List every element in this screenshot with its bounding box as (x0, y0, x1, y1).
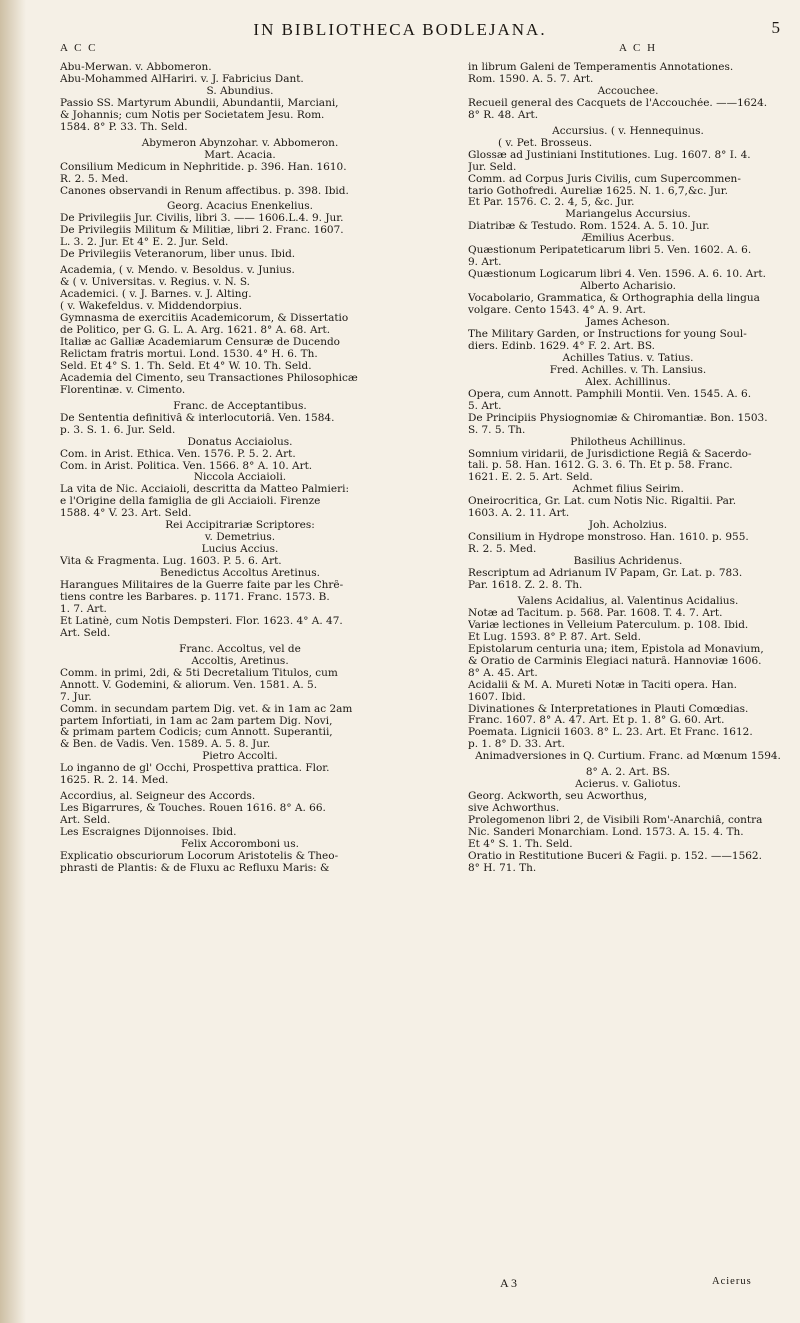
left-column-line: Franc. de Acceptantibus. (173, 400, 307, 412)
right-column-line: Glossæ ad Justiniani Institutiones. Lug. 1607. 8° I. 4. (468, 149, 751, 161)
right-column-line: 1607. Ibid. (468, 691, 526, 703)
left-column-line: tiens contre les Barbares. p. 1171. Franc. 1573. B. (60, 591, 330, 603)
left-column-line: 1584. 8° P. 33. Th. Seld. (60, 121, 188, 133)
right-column-line: Somnium viridarii, de Jurisdictione Regiâ & Sacerdo- (468, 448, 752, 460)
right-column-line: De Principiis Physiognomiæ & Chiromantiæ. Bon. 1503. (468, 412, 768, 424)
right-column-line: p. 1. 8° D. 33. Art. (468, 739, 565, 751)
right-column-line: Prolegomenon libri 2, de Visibili Rom'-Anarchiâ, contra (468, 815, 763, 827)
left-column-line: Academia, ( v. Mendo. v. Besoldus. v. Junius. (60, 265, 295, 277)
left-column-line: Comm. in primi, 2di, & 5ti Decretalium Titulos, cum (60, 667, 338, 679)
right-column-line: Notæ ad Tacitum. p. 568. Par. 1608. T. 4. 7. Art. (468, 607, 723, 619)
right-column-line: Nic. Sanderi Monarchiam. Lond. 1573. A. 15. 4. Th. (468, 827, 744, 839)
page-gutter-shadow (0, 0, 26, 1323)
right-column-line: Acierus. v. Galiotus. (575, 779, 681, 791)
left-column-line: & Ben. de Vadis. Ven. 1589. A. 5. 8. Jur. (60, 739, 271, 751)
right-column-line: S. 7. 5. Th. (468, 424, 526, 436)
left-column-line: La vita de Nic. Acciaioli, descritta da Matteo Palmieri: (60, 484, 350, 496)
right-column-line: Poemata. Lignicii 1603. 8° L. 23. Art. Et Franc. 1612. (468, 727, 753, 739)
left-column-line: R. 2. 5. Med. (60, 173, 129, 185)
left-column-line: S. Abundius. (206, 85, 274, 97)
left-column-line: Lucius Accius. (201, 544, 279, 556)
left-column-line: Les Bigarrures, & Touches. Rouen 1616. 8° A. 66. (60, 803, 326, 815)
left-column-line: De Privilegiis Jur. Civilis, libri 3. —— 1606.L.4. 9. Jur. (60, 213, 344, 225)
right-column-line: Divinationes & Interpretationes in Plauti Comœdias. (468, 703, 749, 715)
right-column-line: Basilius Achridenus. (573, 556, 683, 568)
running-title: IN BIBLIOTHECA BODLEJANA. (253, 20, 547, 39)
left-column-line: Italiæ ac Galliæ Academiarum Censuræ de Ducendo (60, 336, 341, 348)
right-column-line: in librum Galeni de Temperamentis Annotationes. (468, 62, 734, 73)
right-column-line: 8° H. 71. Th. (468, 862, 537, 874)
right-column-line: Georg. Ackworth, seu Acworthus, (468, 791, 648, 803)
catchword: Acierus (712, 1276, 752, 1287)
left-column-line: Pietro Accolti. (202, 751, 278, 763)
right-column-line: Et Par. 1576. C. 2. 4, 5, &c. Jur. (468, 197, 635, 209)
right-column-line: Epistolarum centuria una; item, Epistola ad Monavium, (468, 643, 764, 655)
left-column-line: Et Latinè, cum Notis Dempsteri. Flor. 1623. 4° A. 47. (60, 615, 343, 627)
left-column-line: Comm. in secundam partem Dig. vet. & in 1am ac 2am (60, 703, 353, 715)
right-column-line: Alex. Achillinus. (585, 376, 671, 388)
left-column-line: Art. Seld. (60, 627, 111, 639)
left-column-line: Felix Accoromboni us. (181, 839, 299, 851)
left-column-line: De Privilegiis Veteranorum, liber unus. Ibid. (60, 249, 296, 261)
left-column-line: Rei Accipitrariæ Scriptores: (165, 520, 315, 532)
left-column-line: Relictam fratris mortui. Lond. 1530. 4° H. 6. Th. (60, 348, 318, 360)
left-column-line: Com. in Arist. Ethica. Ven. 1576. P. 5. 2. Art. (60, 448, 296, 460)
right-column-line: Valens Acidalius, al. Valentinus Acidalius. (517, 595, 739, 607)
signature-mark: A 3 (500, 1276, 518, 1290)
right-column-line: 5. Art. (468, 400, 502, 412)
right-column-line: 8° A. 45. Art. (468, 667, 538, 679)
right-column-head: A C H (618, 42, 658, 54)
right-column-line: Acidalii & M. A. Mureti Notæ in Taciti opera. Han. (468, 679, 737, 691)
right-column-line: Diatribæ & Testudo. Rom. 1524. A. 5. 10. Jur. (468, 221, 710, 233)
right-column-line: The Military Garden, or Instructions for young Soul- (468, 328, 747, 340)
left-column-line: partem Infortiati, in 1am ac 2am partem Dig. Novi, (60, 715, 333, 727)
right-column-line: 8° A. 2. Art. BS. (585, 767, 671, 779)
right-column-line: Achmet filius Seirim. (572, 484, 684, 496)
right-column-line: Variæ lectiones in Velleium Paterculum. p. 108. Ibid. (468, 619, 749, 631)
right-column-line: Quæstionum Peripateticarum libri 5. Ven. 1602. A. 6. (468, 245, 752, 257)
left-column-line: Niccola Acciaioli. (193, 472, 287, 484)
right-column-line: Rom. 1590. A. 5. 7. Art. (468, 73, 594, 85)
left-column-line: Academici. ( v. J. Barnes. v. J. Alting. (60, 289, 252, 301)
left-column-line: De Privilegiis Militum & Militiæ, libri 2. Franc. 1607. (60, 225, 344, 237)
right-column-line: Par. 1618. Z. 2. 8. Th. (468, 579, 583, 591)
right-column-line: Oneirocritica, Gr. Lat. cum Notis Nic. Rigaltii. Par. (468, 496, 737, 508)
right-column-line: Accursius. ( v. Hennequinus. (552, 125, 704, 137)
right-column-line: Achilles Tatius. v. Tatius. (562, 352, 694, 364)
right-column-line: volgare. Cento 1543. 4° A. 9. Art. (468, 305, 646, 317)
left-column-line: Florentinæ. v. Cimento. (60, 384, 186, 396)
right-column-line: R. 2. 5. Med. (468, 544, 537, 556)
left-column-head: A C C (60, 42, 98, 54)
left-column-line: 1. 7. Art. (60, 603, 107, 615)
left-column-line: & primam partem Codicis; cum Annott. Superantii, (60, 727, 333, 739)
left-column-line: Donatus Acciaiolus. (187, 436, 293, 448)
left-column-line: Lo inganno de gl' Occhi, Prospettiva prattica. Flor. (60, 763, 330, 775)
right-column-line: Et 4° S. 1. Th. Seld. (468, 839, 573, 850)
left-column-line: & Johannis; cum Notis per Societatem Jesu. Rom. (60, 109, 325, 121)
right-column-line: 9. Art. (468, 257, 502, 269)
left-column-line: v. Demetrius. (204, 532, 276, 544)
left-column (60, 62, 420, 1287)
left-column-line: Gymnasma de exercitiis Academicorum, & Dissertatio (60, 313, 349, 325)
left-column-line: Abu-Merwan. v. Abbomeron. (60, 62, 212, 73)
left-column-line: Harangues Militaires de la Guerre faite par les Chrê- (60, 580, 344, 592)
left-column-line: Vita & Fragmenta. Lug. 1603. P. 5. 6. Art. (60, 556, 282, 568)
left-column-line: Abymeron Abynzohar. v. Abbomeron. (141, 137, 339, 149)
left-column-line: 1625. R. 2. 14. Med. (60, 775, 169, 787)
left-column-line: Mart. Acacia. (204, 149, 276, 161)
right-column-line: tario Gothofredi. Aureliæ 1625. N. 1. 6,7,&c. Jur. (468, 185, 728, 197)
right-column-line: Jur. Seld. (468, 161, 517, 173)
left-column-line: de Politico, per G. G. L. A. Arg. 1621. 8° A. 68. Art. (60, 325, 331, 337)
left-column-line: p. 3. S. 1. 6. Jur. Seld. (60, 424, 176, 436)
right-column-line: Consilium in Hydrope monstroso. Han. 1610. p. 955. (468, 532, 749, 544)
left-column-line: De Sententia definitivâ & interlocutoriâ. Ven. 1584. (60, 412, 335, 424)
left-column-line: Benedictus Accoltus Aretinus. (160, 568, 320, 580)
left-column-line: Explicatio obscuriorum Locorum Aristotelis & Theo- (60, 851, 339, 862)
left-column-line: Academia del Cimento, seu Transactiones Philosophicæ (60, 372, 358, 384)
right-column-line: Oratio in Restitutione Buceri & Fagii. p. 152. ——1562. (468, 850, 762, 862)
left-column-line: Franc. Accoltus, vel de (179, 643, 301, 655)
right-column-line: Franc. 1607. 8° A. 47. Art. Et p. 1. 8° G. 60. Art. (468, 715, 725, 727)
right-column-line: Comm. ad Corpus Juris Civilis, cum Supercommen- (468, 173, 741, 185)
right-column-line: tali. p. 58. Han. 1612. G. 3. 6. Th. Et p. 58. Franc. (468, 460, 733, 472)
left-column-line: 1588. 4° V. 23. Art. Seld. (60, 508, 192, 520)
right-column-line: Vocabolario, Grammatica, & Orthographia della lingua (468, 293, 760, 305)
right-column-line: Recueil general des Cacquets de l'Accouchée. ——1624. (468, 97, 768, 109)
right-column-line: James Acheson. (586, 317, 670, 329)
left-column-line: & ( v. Universitas. v. Regius. v. N. S. (60, 277, 250, 289)
right-column-line: 1603. A. 2. 11. Art. (468, 508, 570, 520)
right-column-line: diers. Edinb. 1629. 4° F. 2. Art. BS. (468, 340, 655, 352)
left-column-line: Seld. Et 4° S. 1. Th. Seld. Et 4° W. 10. Th. Seld. (60, 360, 312, 372)
left-column-line: Les Escraignes Dijonnoises. Ibid. (60, 827, 237, 839)
page-number: 5 (771, 18, 780, 37)
left-column-line: L. 3. 2. Jur. Et 4° E. 2. Jur. Seld. (60, 237, 229, 249)
right-column-line: 1621. E. 2. 5. Art. Seld. (468, 472, 593, 484)
right-column-line: ( v. Pet. Brosseus. (498, 137, 593, 149)
left-column-line: Georg. Acacius Enenkelius. (167, 201, 313, 213)
left-column-line: Accoltis, Aretinus. (191, 655, 289, 667)
right-column-line: Opera, cum Annott. Pamphili Montii. Ven. 1545. A. 6. (468, 388, 752, 400)
left-column-line: Annott. V. Godemini, & aliorum. Ven. 1581. A. 5. (60, 679, 318, 691)
left-column-line: Canones observandi in Renum affectibus. p. 398. Ibid. (60, 185, 349, 197)
left-column-line: phrasti de Plantis: & de Fluxu ac Refluxu Maris: & (60, 862, 330, 874)
left-column-line: e l'Origine della famiglia de gli Acciaioli. Firenze (60, 496, 321, 508)
left-column-line: ( v. Wakefeldus. v. Middendorpius. (60, 301, 243, 313)
right-column-line: Accouchee. (597, 85, 659, 97)
left-column-line: Consilium Medicum in Nephritide. p. 396. Han. 1610. (60, 161, 347, 173)
right-column-line: Alberto Acharisio. (580, 281, 676, 293)
left-column-line: Passio SS. Martyrum Abundii, Abundantii, Marciani, (60, 97, 339, 109)
right-column-line: Fred. Achilles. v. Th. Lansius. (549, 364, 707, 376)
left-column-line: Abu-Mohammed AlHariri. v. J. Fabricius Dant. (60, 73, 304, 85)
right-column-line: 8° R. 48. Art. (468, 109, 539, 121)
right-column-line: Joh. Acholzius. (588, 520, 668, 532)
right-column-line: Et Lug. 1593. 8° P. 87. Art. Seld. (468, 631, 641, 643)
right-column (468, 62, 788, 1287)
right-column-line: Æmilius Acerbus. (581, 233, 675, 245)
right-column-line: Rescriptum ad Adrianum IV Papam, Gr. Lat. p. 783. (468, 568, 743, 580)
left-column-line: Art. Seld. (60, 815, 111, 827)
right-column-line: Quæstionum Logicarum libri 4. Ven. 1596. A. 6. 10. Art. (468, 269, 766, 281)
right-column-line: Animadversiones in Q. Curtium. Franc. ad Mœnum 1594. (475, 751, 781, 763)
right-column-line: Philotheus Achillinus. (570, 436, 686, 448)
right-column-line: Mariangelus Accursius. (565, 209, 691, 221)
left-column-line: Accordius, al. Seigneur des Accords. (60, 791, 256, 803)
right-column-line: & Oratio de Carminis Elegiaci naturâ. Hannoviæ 1606. (468, 655, 762, 667)
left-column-line: Com. in Arist. Politica. Ven. 1566. 8° A. 10. Art. (60, 460, 313, 472)
right-column-line: sive Achworthus. (468, 803, 560, 815)
left-column-line: 7. Jur. (60, 691, 92, 703)
